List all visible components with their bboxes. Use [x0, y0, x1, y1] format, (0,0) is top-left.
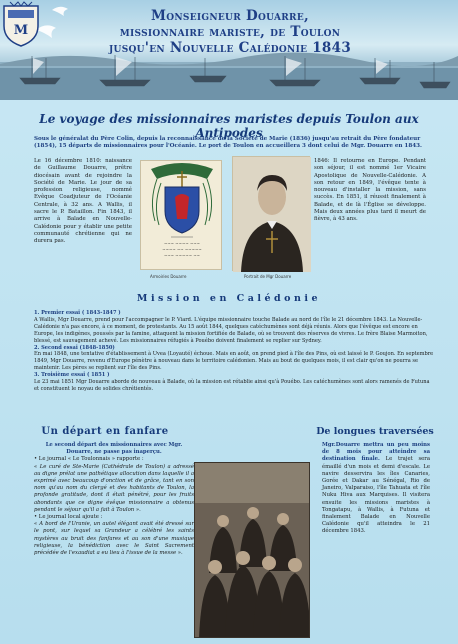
- main-heading: Le voyage des missionnaires maristes depuis Toulon aux Antipodes: [39, 112, 419, 140]
- traversees-section: [322, 442, 430, 536]
- header-banner: [0, 0, 458, 100]
- svg-text:~~~ ~~~~ ~~~: ~~~ ~~~~ ~~~: [163, 241, 201, 246]
- arms-caption: Armoiries Douarre: [150, 274, 187, 279]
- marist-crest-icon: [0, 0, 42, 48]
- portrait-caption: Portrait de Mgr Douarre: [244, 274, 292, 279]
- mission-s2-text: En mai 1848, une tentative d'établissement à Uvea (Loyauté) échoue. Mais en août, on prend pied à l'île des Pins, où est laissé le P. Goujon. En septembre 1849, Mgr Douarre, revenu d'Europe pénètre à nouveau dans le territoire calédonien. Mais au bout de quelques mois, il est clair qu'on ne pourra se maintenir. Les pères se replient sur l'île des Pins.: [34, 351, 434, 372]
- mission-s1-text: A Wallis, Mgr Douarre, prend pour l'accompagner le P. Viard. L'équipe missionnaire touche Balade au nord de l'île le 21 décembre 1843. La Nouvelle-Calédonie n'a pas encore, à ce moment, de protestants. Au 15 août 1844, quelques catéchumènes sont déjà réunis. Alors que l'évêque est encore en Europe, les indigènes, poussés par la famine, attaquent la mission fortifiée de Balade, où se trouvent des réserves de vivres. Le frère Blaise Marmoiton, blessé, est sauvagement achevé. Les missionnaires réfugiés à Pouébo doivent finalement se replier sur Sydney.: [34, 316, 428, 344]
- bio-left-text: Le 16 décembre 1810: naissance de Guillaume Douarre, prêtre diocésain avant de rejoindre la Société de Marie. Le jour de sa profession religieuse, nommé Evêque Coadjuteur de l'Océanie Centrale, à 32 ans. A Wallis, il sacre le P. Bataillon. Fin 1843, il arrive à Balade en Nouvelle-Calédonie pour y établir une petite communauté chrétienne qui ne durera pas.: [34, 158, 132, 245]
- mission-s2-title: 2. Second essai (1848-1850): [34, 344, 115, 351]
- depart-heading: Un départ en fanfare: [41, 426, 169, 437]
- mission-s1-title: 1. Premier essai ( 1843-1847 ): [34, 310, 121, 316]
- traversees-lead: Mgr.Douarre mettra un peu moins de 8 mois pour atteindre sa destination finale.: [322, 442, 430, 463]
- banner-title: Monseigneur Douarre, missionnaire mariste, de Toulon jusqu'en Nouvelle Calédonie 1843: [108, 8, 352, 56]
- mission-s3-text: Le 23 mai 1851 Mgr Douarre aborde de nouveau à Balade, où la mission est rétablie ainsi qu'à Pouébo. Les catéchumènes sont alors ramenés de Futuna et constituent le noyau de solides chrétientés.: [34, 379, 430, 392]
- bio-right-text: 1846: Il retourne en Europe. Pendant son séjour, il est nommé 1er Vicaire Apostolique de Nouvelle-Calédonie. A son retour en 1849, l'évêque tente à nouveau d'installer la mission, sans succès. En 1851, il réussit finalement à Balade, et de là l'Église se développe. Mais deux années plus tard il meurt de fièvre, à 43 ans.: [314, 158, 426, 223]
- mission-section: [34, 310, 434, 393]
- svg-text:~~~~ ~~ ~~~~~: ~~~~ ~~ ~~~~~: [162, 247, 202, 252]
- svg-text:M: M: [13, 23, 29, 38]
- depart-quote-1: « Le curé de Ste-Marie (Cathédrale de Toulon) a adressé au digne prélat une pathétique allocution dans laquelle il a exprimé avec beaucoup d'onction et de grâce, tant en son nom qu'au nom du clergé et des habitants de Toulon, la profonde gratitude, dont il était pénétré, pour les fruits abondants que ce digne évêque missionnaire a obtenus pendant le séjour qu'il a fait à Toulon ».: [34, 463, 194, 513]
- svg-text:~~~ ~~~~~ ~~: ~~~ ~~~~~ ~~: [163, 253, 201, 258]
- depart-section: [34, 442, 194, 557]
- group-photo: [194, 462, 310, 638]
- depart-lead: Le second départ des missionnaires avec Mgr. Douarre, ne passe pas inaperçu.: [45, 442, 183, 456]
- coat-of-arms-image: [140, 160, 222, 270]
- traversees-text: Le trajet sera émaillé d'un mois et demi d'escale. Le navire desservira les îles Canaries, Gorée et Dakar au Sénégal, Rio de Janeiro, Valparaiso, l'île Tahuata et l'île Nuku Hiva aux Marquises. Il visitera ensuite les missions maristes à Tongatapu, à Wallis, à Futuna et finalement Balade en Nouvelle Calédonie qu'il atteindra le 21 décembre 1843.: [322, 456, 430, 535]
- intro-paragraph: Sous le généralat du Père Colin, depuis la reconnaissance de la Société de Marie (1836) jusqu'au retrait du Père fondateur (1854), 15 départs de missionnaires pour l'Océanie. Le port de Toulon en accueillera 3 dont celui de Mgr. Douarre en 1843.: [34, 136, 422, 150]
- depart-journal-1: • Le journal « Le Toulonnais » rapporte :: [34, 456, 144, 463]
- portrait-image: [232, 156, 310, 271]
- mission-heading: Mission en Calédonie: [136, 293, 322, 304]
- mission-s3-title: 3. Troisième essai ( 1851 ): [34, 372, 110, 379]
- depart-quote-2: « A bord de l'Uranie, un autel élégant avait été dressé sur le pont, sur lequel sa Grandeur a célébré les saints mystères au bruit des fanfares et au son d'une musique religieuse, la bénédiction avec le Saint Sacrement précédée de l'exaudiat a eu lieu à l'issue de la messe ».: [34, 521, 194, 557]
- traversees-heading: De longues traversées: [316, 426, 434, 437]
- depart-journal-2: • Le journal local ajoute :: [34, 514, 103, 521]
